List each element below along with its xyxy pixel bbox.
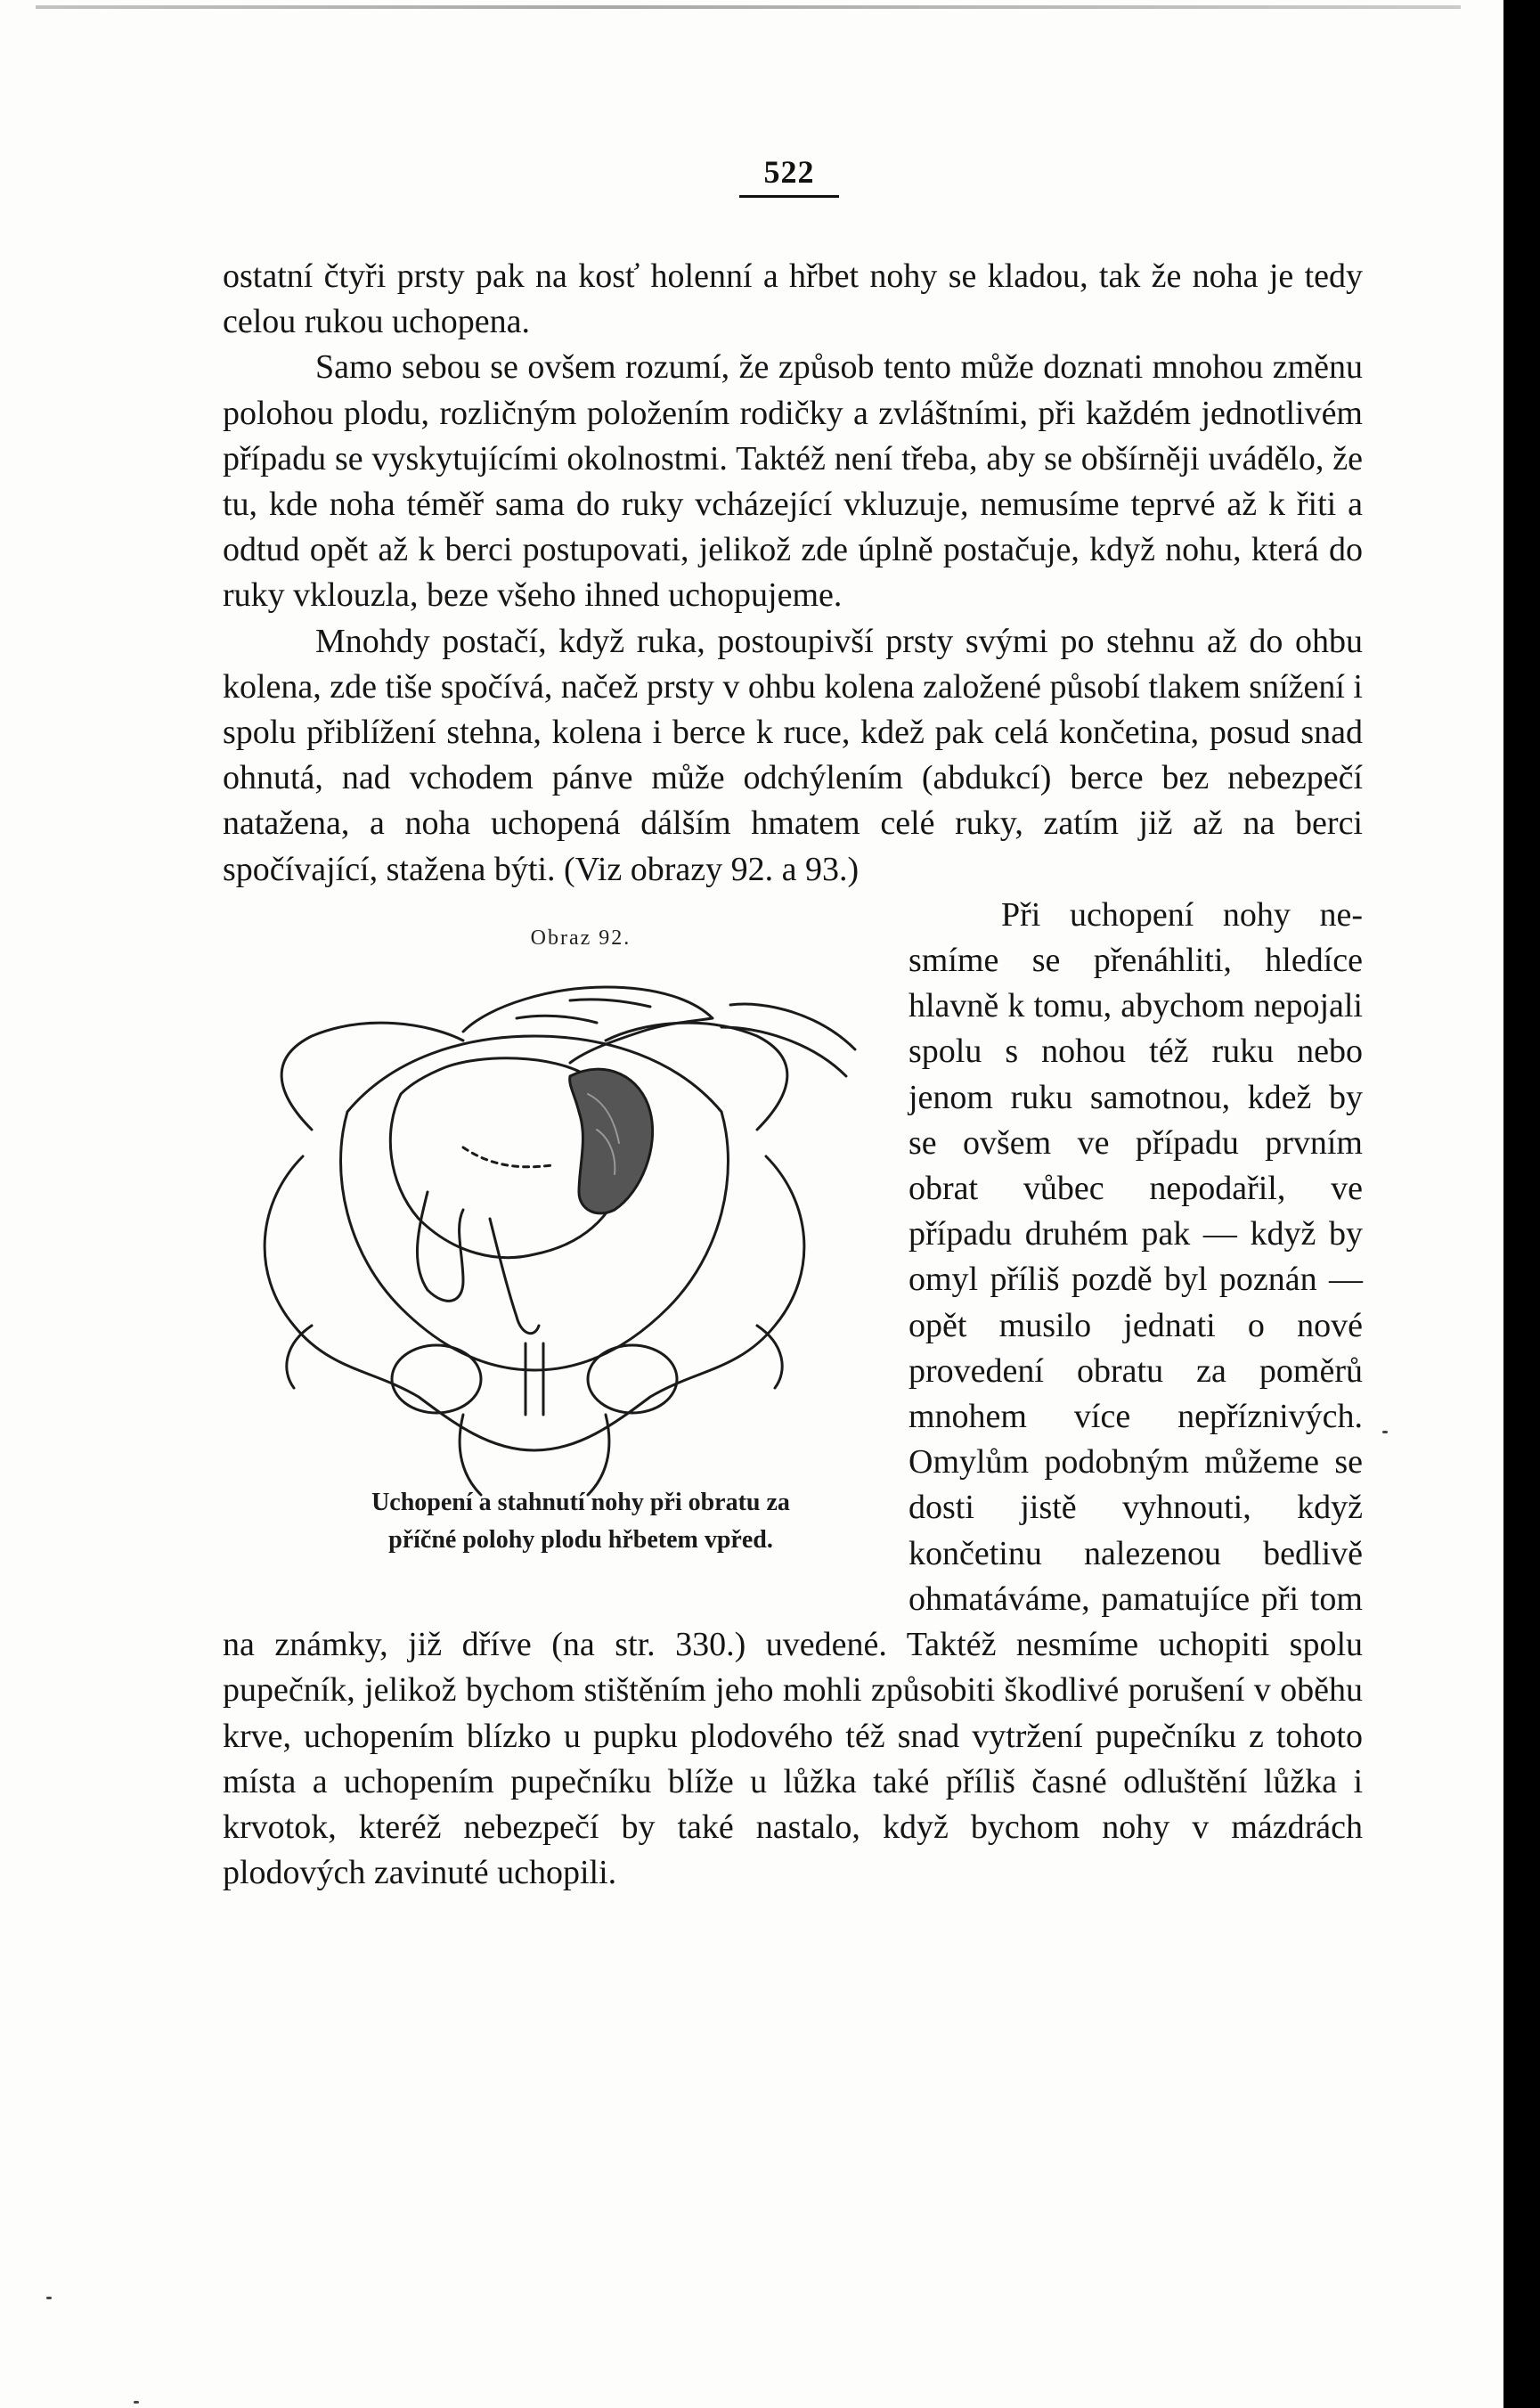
pelvis-illustration [196,951,873,1504]
right-obturator-foramen [588,1345,677,1413]
figure-caption-line-2: příčné polohy plodu hřbetem vpřed. [388,1525,773,1554]
figure-caption [205,1484,864,1559]
scan-speck [1382,1431,1388,1433]
page-number: 522 [763,154,815,190]
fetus-head [570,1069,653,1213]
scan-border [1503,0,1540,2408]
paragraph-4: Při uchopení nohy nesmíme se přenáhliti, hledíce hlavně k tomu, abychom nepojali spolu s nohou též ruku nebo jenom ruku samotnou, kdež by se ovšem ve případu prvním obrat vůbec nepodařil, ve případu druhém pak — když by omyl příliš pozdě byl poznán — opět musilo jednati o nové provedení obratu za poměrů mnohem více nepříznivých. Omylům podobným můžeme se dosti jistě vyhnouti, když končetinu nalezenou bedlivě ohmatáváme, pamatujíce při tom na známky, již dříve (na str. 330.) uvedené. Taktéž nesmíme uchopiti spolu pupečník, jelikož bychom stištěním jeho mohli způsobiti škodlivé porušení v oběhu krve, uchopením blízko u pupku plodového též snad vytržení pupečníku z tohoto místa a uchopením pupečníku blíže u lůžka také příliš časné odluštění lůžka i krvotok, kteréž nebezpečí by také nastalo, když bychom nohy v mázdrách plodových zavinuté uchopili. [223,895,1363,1892]
paragraph-1: ostatní čtyři prsty pak na kosť holenní a hřbet nohy se kladou, tak že noha je tedy celou rukou uchopena. [223,257,1363,341]
scan-speck [46,2297,52,2299]
figure-92 [196,898,873,1602]
body-text [223,254,1363,1896]
pelvic-inlet [341,1036,729,1370]
figure-label: Obraz 92. [530,926,631,950]
figure-caption-line-1: Uchopení a stahnutí nohy při obratu za [371,1488,790,1516]
left-obturator-foramen [392,1345,481,1413]
scan-speck [134,2401,139,2404]
paragraph-3-text: Mnohdy postačí, když ruka, postoupivší prsty svými po stehnu až do ohbu kolena, zde tiše spočívá, načež prsty v ohbu kolena založené působí tlakem snížení i spolu přiblížení stehna, kolena i berce k ruce, kdež pak celá končetina, posud snad ohnutá, nad vchodem pánve může odchýlením (abdukcí) berce bez nebezpečí natažena, a noha uchopená dálším hmatem celé ruky, zatím již až na berci spočívající, stažena býti. (Viz obrazy 92. a 93.) [223,622,1363,888]
paragraph-2: Samo sebou se ovšem rozumí, že způsob tento může doznati mnohou změnu polohou plodu, rozličným položením rodičky a zvláštními, při každém jednotlivém případu se vyskytujícími okolnostmi. Taktéž není třeba, aby se obšírněji uvádělo, že tu, kde noha téměř sama do ruky vcházející vkluzuje, nemusíme teprvé až k řiti a odtud opět až k berci postupovati, jelikož zde úplně postačuje, když nohu, která do ruky vklouzla, beze všeho ihned uchopujeme. [223,348,1363,615]
scan-edge [36,5,1461,9]
page-number-underline [739,195,839,198]
left-iliac-wing [281,1023,463,1130]
